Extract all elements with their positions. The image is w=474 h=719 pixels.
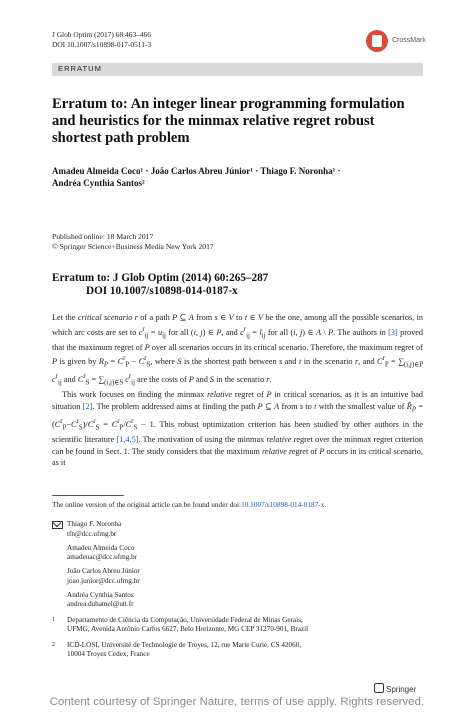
section-label: ERRATUM [58,64,102,73]
affiliation-number: 2 [52,641,55,648]
section-heading-line-2: DOI 10.1007/s10898-014-0187-x [86,285,238,297]
author-list [52,165,422,189]
published-date: Published online: 18 March 2017 [52,232,154,241]
affiliation-line: ICD-LOSI, Université de Technologie de Troyes, 12, rue Marie Curie, CS 42060, [67,640,302,649]
contact-name: Andréa Cynthia Santos [67,590,134,599]
contact-name: Amadeu Almeida Coco [67,543,135,552]
online-version-note [52,500,422,510]
authors-line-2: Andréa Cynthia Santos² [52,178,145,188]
contact-item [52,567,412,586]
citation-link-1-4-5[interactable]: [1,4,5] [116,434,139,444]
courtesy-notice: Content courtesy of Springer Nature, terms of use apply. Rights reserved. [49,696,425,708]
contact-corresponding [52,520,412,539]
citation-link-3[interactable]: [3] [388,327,398,337]
affiliation-line: UFMG, Avenida Antônio Carlos 6627, Belo Horizonte, MG CEP 31270-901, Brazil [67,625,309,633]
online-version-link[interactable]: 10.1007/s10898-014-0187-x. [241,500,327,509]
contact-email[interactable]: tfn@dcc.ufmg.br [67,529,117,538]
contact-item [52,544,412,563]
body-text [52,312,423,469]
publication-info [52,232,352,252]
paragraph-1: Let the critical scenario r of a path P ⊆ A from s ∈ V to t ∈ V be the one, among all the possible scenarios, in which arc costs are set to $c^r_{ij} = u_{ij}$ for all (i, j) ∈ P, and $c^r_{ij} = l_{ij}$ for all (i, j) ∈ A \ P. The authors in [3] proved that the maximum regret of P over all scenarios occurs in its critical scenario. Therefore, the maximum regret of P is given by $R_P = C^r_P - C^r_S$, where S is the shortest path between s and t in the scenario r, and $C^r_P = \sum_{(i,j)\in P}$ $c^r_{ij}$ and $C^r_S = \sum_{(i,j)\in S}$ $c^r_{ij}$ are the costs of P and S in the scenario r. [52,313,424,387]
affiliation-1 [52,616,412,635]
affiliation-line: 10004 Troyes Cedex, France [67,650,150,658]
contact-name: Thiago F. Noronha [67,520,122,528]
contact-name: João Carlos Abreu Júnior [67,567,140,575]
crossmark-badge[interactable] [366,30,436,56]
journal-citation: J Glob Optim (2017) 68:463–466 [52,30,151,39]
paragraph-2: This work focuses on finding the minmax relative regret of P in critical scenarios, as it is an intuitive bad situation [2]. The problem addressed aims at finding the path P ⊆ A from s to t with the smallest value of $R̂_P = (C^r_P-C^r_S)/C^r_S = C^r_P/C^r_S - 1$. This robust optimization criterion has been studied by other authors in the scientific literature [1,4,5]. The motivation of using the minmax relative regret over the minmax regret criterion can be found in Sect. 1. The study considers that the maximum relative regret of P occurs in its critical scenario, as it [52,390,423,468]
affiliation-line: Departamento de Ciência da Computação, Universidade Federal de Minas Gerais, [67,615,303,624]
envelope-icon [52,521,63,529]
section-heading [52,272,422,298]
publisher-logo [374,683,434,694]
contact-email[interactable]: joao.junior@dcc.ufmg.br [67,576,140,585]
crossmark-label: CrossMark [392,37,426,44]
publisher-name: Springer [386,685,417,694]
online-version-text: The online version of the original article can be found under doi: [52,500,242,509]
affiliation-2 [52,641,412,660]
affiliation-number: 1 [52,616,55,623]
contact-block [52,520,412,660]
contact-email[interactable]: amadeuac@dcc.ufmg.br [67,553,138,561]
crossmark-icon [366,30,388,52]
article-doi: DOI 10.1007/s10898-017-0511-3 [52,40,152,49]
section-label-bar [52,63,423,76]
section-heading-line-1: Erratum to: J Glob Optim (2014) 60:265–287 [52,272,269,284]
article-title: Erratum to: An integer linear programming formulation and heuristics for the minmax relative regret robust shortest path problem [52,96,405,146]
citation-link-2[interactable]: [2] [82,401,93,411]
footnote-rule [52,495,124,496]
authors-line-1: Amadeu Almeida Coco¹ · João Carlos Abreu Júnior¹ · Thiago F. Noronha¹ · [52,166,341,176]
contact-email[interactable]: andrea.duhamel@utt.fr [67,600,134,608]
springer-horse-icon [374,683,384,693]
journal-meta [52,30,352,50]
copyright-line: © Springer Science+Business Media New York 2017 [52,242,214,251]
contact-item [52,591,412,610]
